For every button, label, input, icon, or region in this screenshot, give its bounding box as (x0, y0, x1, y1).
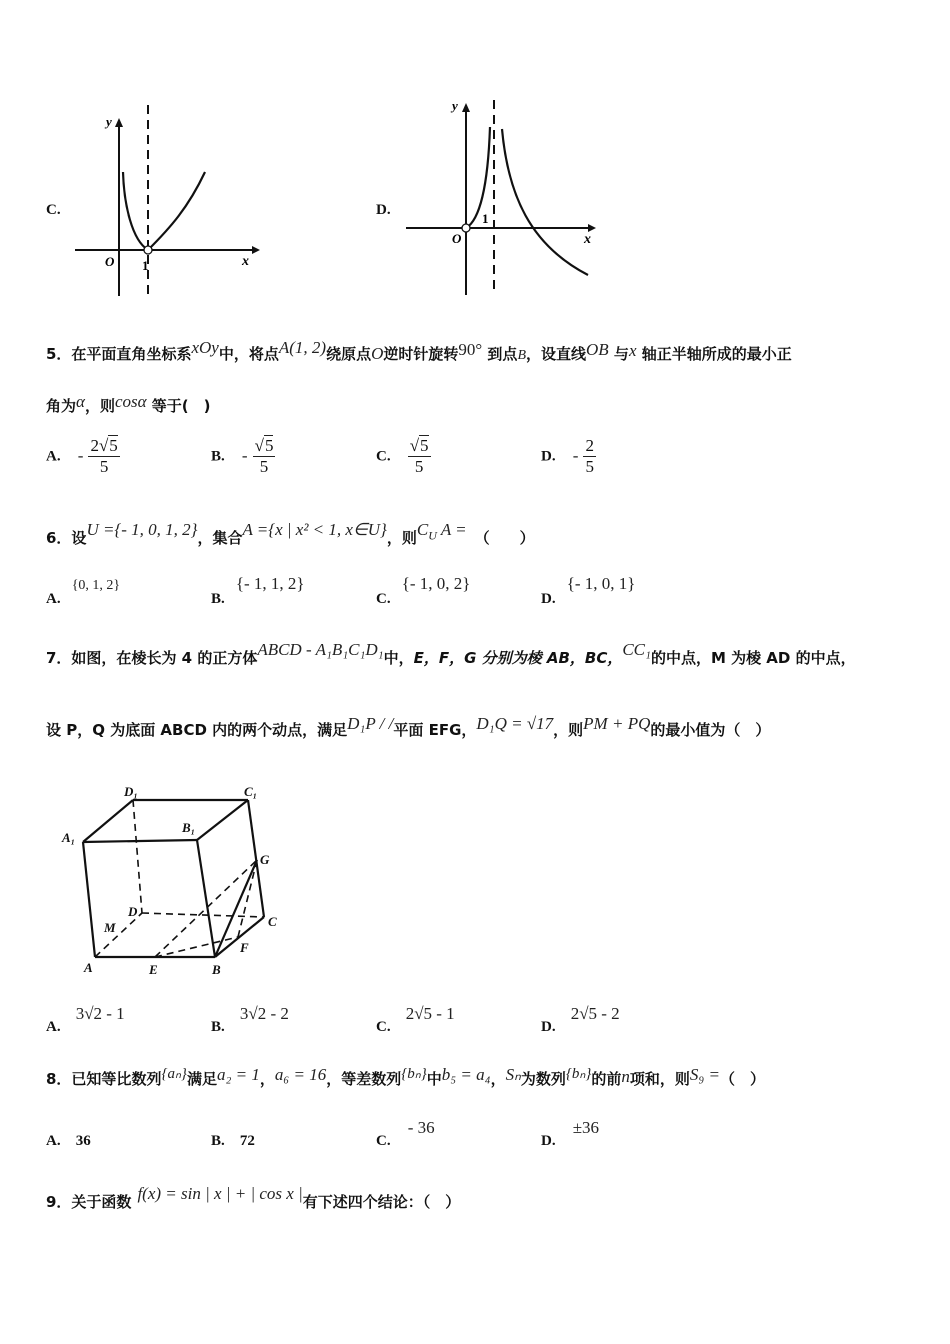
q7-option-a[interactable]: A. 3√2 - 1 (46, 1004, 125, 1035)
question-7-line-2: 设 P，Q 为底面 ABCD 内的两个动点，满足D₁P / /平面 EFG，D₁Q = √17，则PM + PQ的最小值为（ ） (46, 714, 771, 739)
q8-option-d[interactable]: D. ±36 (541, 1118, 600, 1149)
graph-c (70, 100, 260, 300)
edge-a1b1 (83, 840, 197, 842)
q8-option-c[interactable]: C. - 36 (376, 1118, 435, 1149)
question-6: 6．设U ={- 1, 0, 1, 2}，集合A ={x | x² < 1, x∈U}，则$C_U$ A = （ ） (46, 520, 535, 547)
y-label: y (452, 98, 458, 113)
q7-option-c[interactable]: C. 2√5 - 1 (376, 1004, 455, 1035)
origin-label: O (452, 231, 462, 246)
q5-option-c[interactable]: C. $\frac{√5}{5}$ (376, 436, 429, 476)
open-point (462, 224, 470, 232)
q6-option-d[interactable]: D. {- 1, 0, 1} (541, 574, 636, 607)
cube-figure (58, 780, 288, 980)
edge-dc (142, 913, 264, 917)
edge-d1d (133, 800, 142, 913)
curve-right (502, 129, 588, 275)
edge-b1b (197, 840, 215, 957)
label-c: C (268, 914, 277, 929)
edge-a1a (83, 842, 95, 957)
label-g: G (260, 852, 270, 867)
label-a: A (84, 960, 93, 975)
curve-left (123, 172, 148, 250)
option-c-label: C. (46, 202, 61, 218)
origin-label: O (105, 254, 115, 269)
label-c1: C₁ (244, 784, 258, 799)
q8-option-a[interactable]: A. 36 (46, 1133, 91, 1149)
q6-option-a[interactable]: A. {0, 1, 2} (46, 578, 121, 607)
label-e: E (149, 962, 158, 977)
open-point (144, 246, 152, 254)
label-d: D (128, 904, 138, 919)
question-5-line-2: 角为α，则cosα 等于( ) (46, 392, 211, 415)
x-axis-arrow (252, 246, 260, 254)
question-5-line-1: 5．在平面直角坐标系xOy中，将点A(1, 2)绕原点O逆时针旋转90° 到点B，设直线OB 与x 轴正半轴所成的最小正 (46, 338, 792, 363)
q7-option-d[interactable]: D. 2√5 - 2 (541, 1004, 620, 1035)
option-d-label: D. (376, 202, 391, 218)
one-label: 1 (142, 258, 149, 273)
label-f: F (240, 940, 249, 955)
label-m: M (104, 920, 116, 935)
y-axis-arrow (115, 118, 123, 127)
label-d1: D₁ (124, 784, 138, 799)
label-a1: A₁ (62, 830, 76, 845)
label-b: B (212, 962, 221, 977)
graph-d (400, 95, 600, 300)
label-b1: B₁ (182, 820, 196, 835)
q5-option-b[interactable]: B. - $\frac{√5}{5}$ (211, 436, 274, 476)
edge-a1d1 (83, 800, 133, 842)
y-label: y (106, 114, 112, 129)
q5-option-a[interactable]: A. - $\frac{2√5}{5}$ (46, 436, 118, 476)
q8-option-b[interactable]: B. 72 (211, 1133, 255, 1149)
question-7-line-1: 7．如图，在棱长为 4 的正方体ABCD - A₁B₁C₁D₁中，E，F，G 分别为棱 AB，BC，CC₁的中点，M 为棱 AD 的中点， (46, 640, 856, 667)
question-9: 9．关于函数 f(x) = sin | x | + | cos x |有下述四个结论：（ ） (46, 1184, 461, 1211)
q7-option-b[interactable]: B. 3√2 - 2 (211, 1004, 289, 1035)
curve-right (148, 172, 205, 250)
x-label: x (584, 232, 591, 247)
one-label: 1 (482, 211, 489, 226)
edge-ad (95, 913, 142, 957)
edge-bg (215, 860, 257, 957)
q5-option-d[interactable]: D. - $\frac{2}{5}$ (541, 436, 594, 476)
y-axis-arrow (462, 103, 470, 112)
q6-option-c[interactable]: C. {- 1, 0, 2} (376, 574, 471, 607)
edge-b1c1 (197, 800, 248, 840)
x-axis-arrow (588, 224, 596, 232)
question-8: 8．已知等比数列{aₙ}满足a₂ = 1，a₆ = 16，等差数列{bₙ}中b₅ = a₄，Sₙ为数列{bₙ}的前n项和，则S₉ =（ ） (46, 1065, 766, 1088)
q6-option-b[interactable]: B. {- 1, 1, 2} (211, 574, 305, 607)
x-label: x (242, 254, 249, 269)
